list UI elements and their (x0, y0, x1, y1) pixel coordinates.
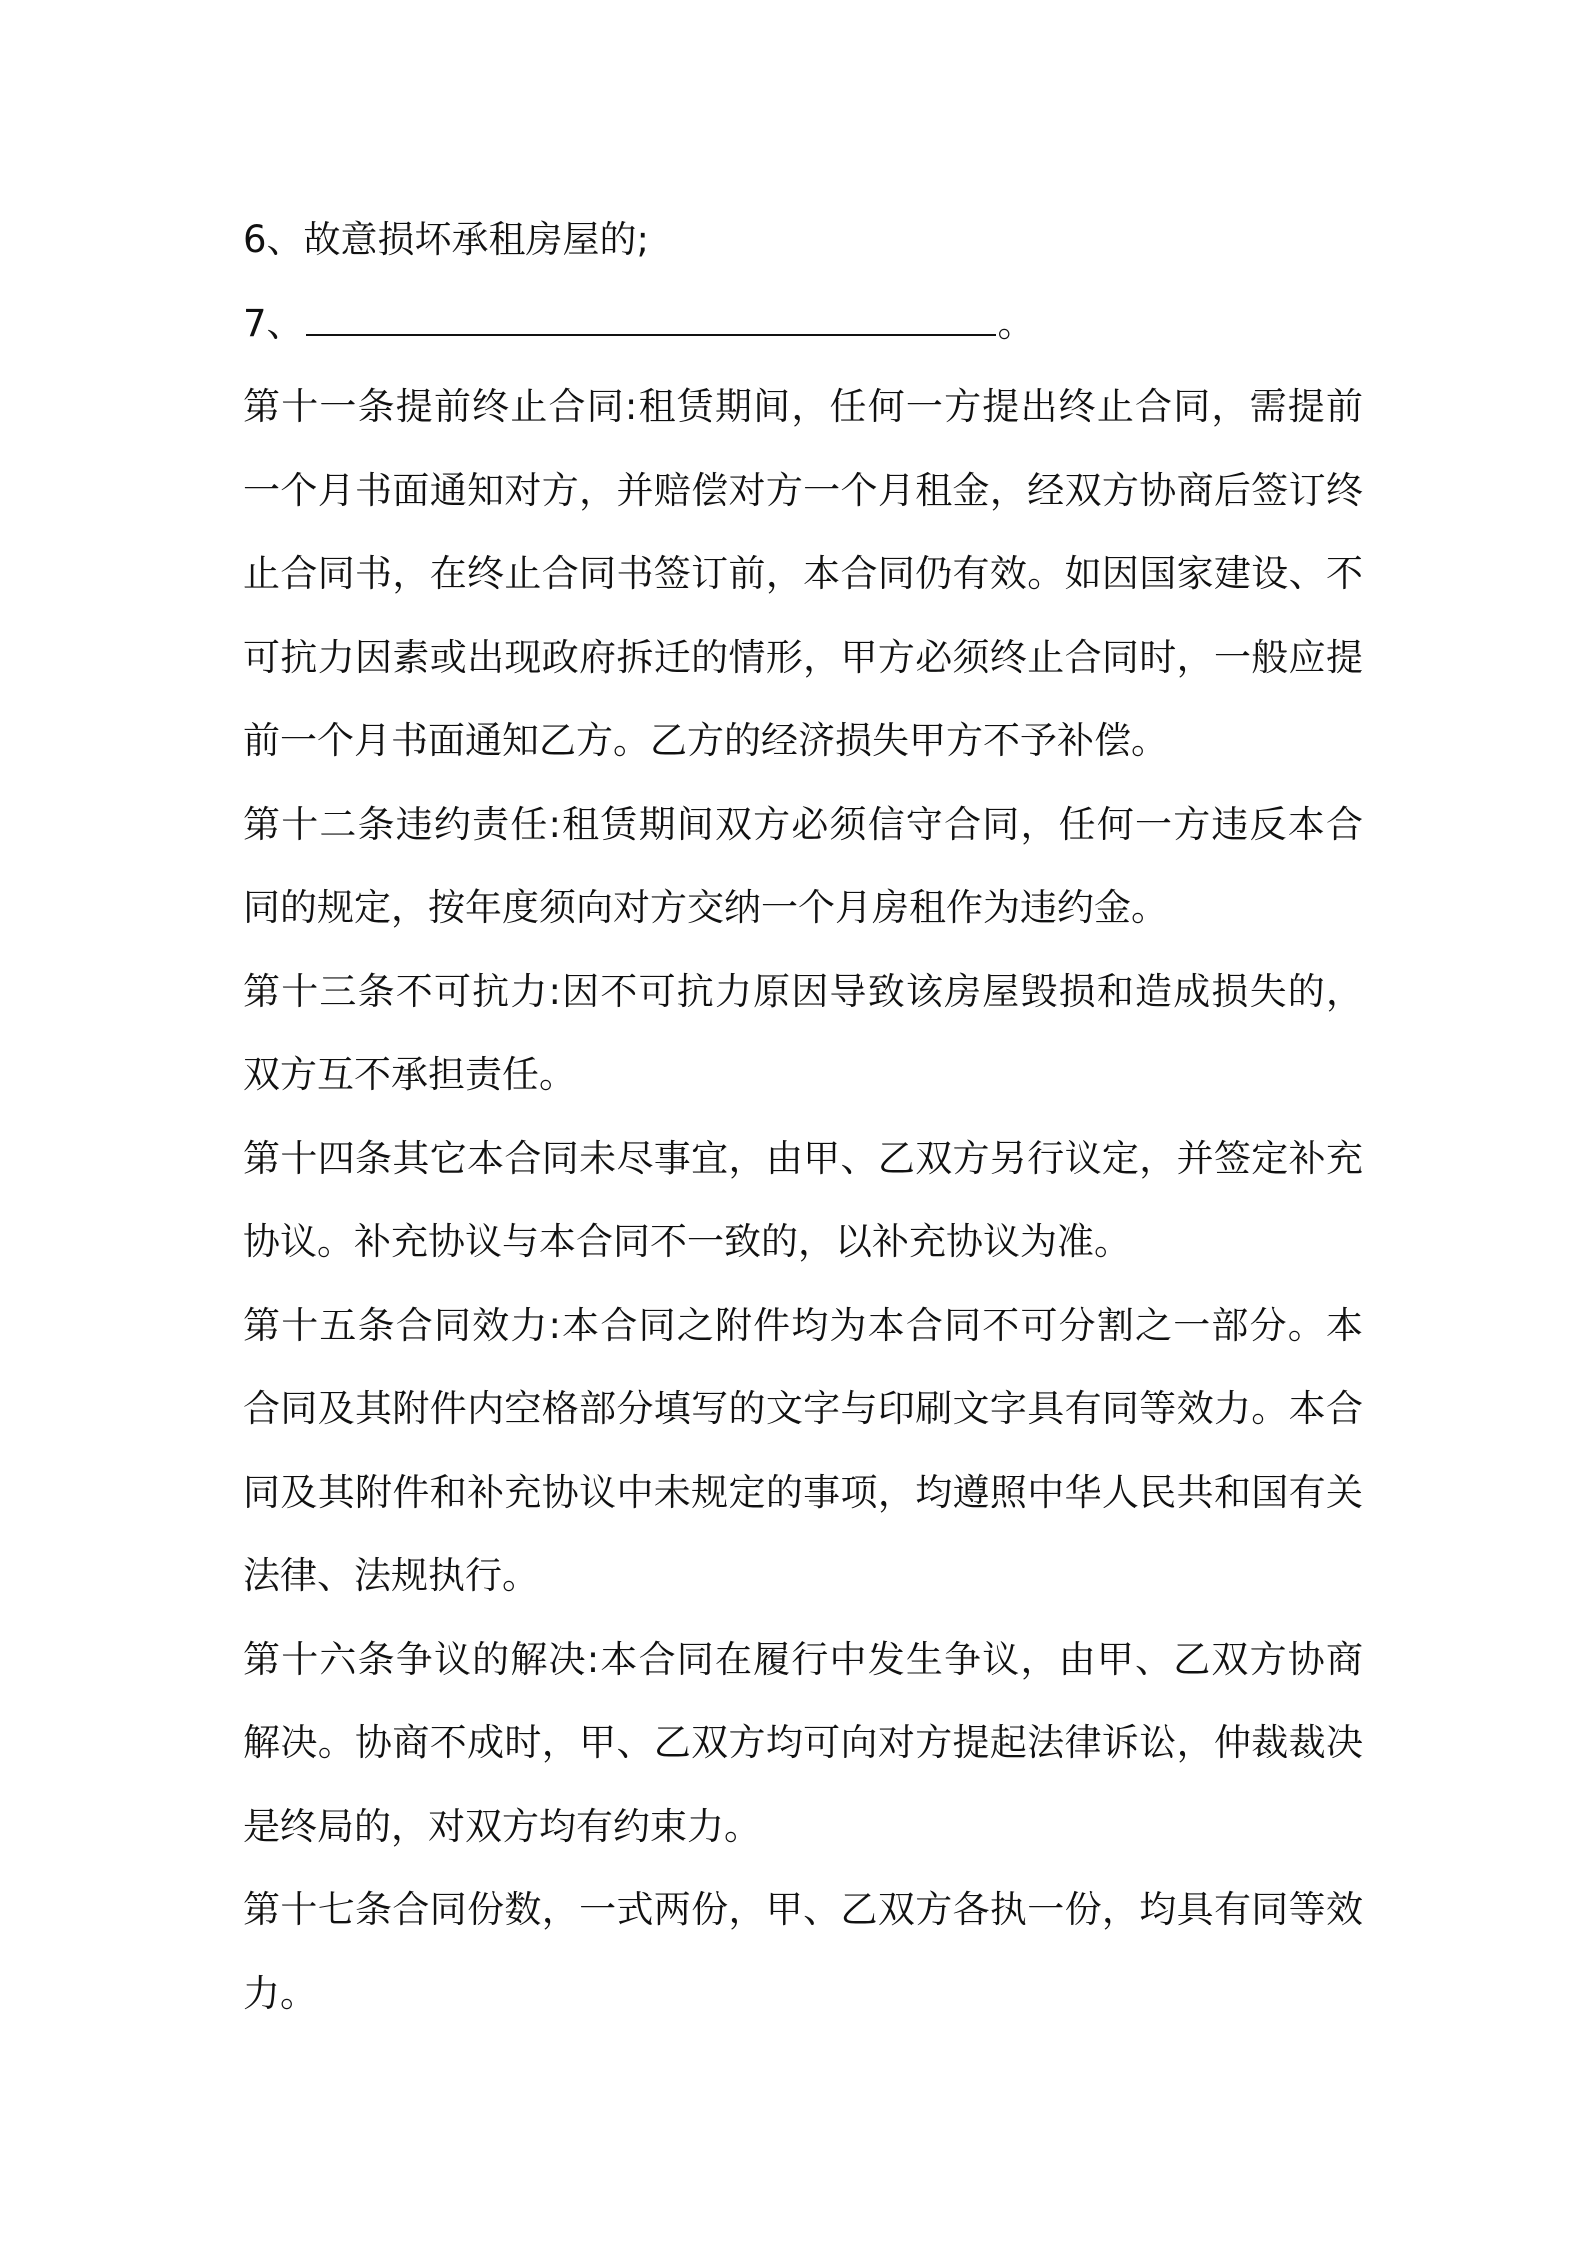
article-16-dispute-resolution: 第十六条争议的解决:本合同在履行中发生争议，由甲、乙双方协商解决。协商不成时，甲、乙双方均可向对方提起法律诉讼，仲裁裁决是终局的，对双方均有约束力。 (243, 1637, 1363, 1848)
clause-item-7 (243, 282, 1363, 366)
article-12-breach-liability: 第十二条违约责任:租赁期间双方必须信守合同，任何一方违反本合同的规定，按年度须向对方交纳一个月房租作为违约金。 (243, 802, 1363, 929)
article-17-copies: 第十七条合同份数，一式两份，甲、乙双方各执一份，均具有同等效力。 (243, 1888, 1363, 2015)
article-14-supplementary-agreement: 第十四条其它本合同未尽事宜，由甲、乙双方另行议定，并签定补充协议。补充协议与本合同不一致的，以补充协议为准。 (243, 1136, 1363, 1263)
article-15-contract-validity: 第十五条合同效力:本合同之附件均为本合同不可分割之一部分。本合同及其附件内空格部分填写的文字与印刷文字具有同等效力。本合同及其附件和补充协议中未规定的事项，均遵照中华人民共和国有关法律、法规执行。 (243, 1303, 1363, 1597)
article-11-early-termination: 第十一条提前终止合同:租赁期间，任何一方提出终止合同，需提前一个月书面通知对方，并赔偿对方一个月租金，经双方协商后签订终止合同书，在终止合同书签订前，本合同仍有效。如因国家建设、不可抗力因素或出现政府拆迁的情形，甲方必须终止合同时，一般应提前一个月书面通知乙方。乙方的经济损失甲方不予补偿。 (243, 385, 1363, 762)
contract-body (243, 198, 1363, 2035)
clause-item-6: 6、故意损坏承租房屋的; (243, 218, 650, 261)
fill-in-blank-line (306, 304, 996, 336)
clause-item-7-end: 。 (997, 301, 1035, 345)
article-13-force-majeure: 第十三条不可抗力:因不可抗力原因导致该房屋毁损和造成损失的，双方互不承担责任。 (243, 969, 1363, 1096)
clause-item-7-number: 7、 (243, 301, 304, 345)
